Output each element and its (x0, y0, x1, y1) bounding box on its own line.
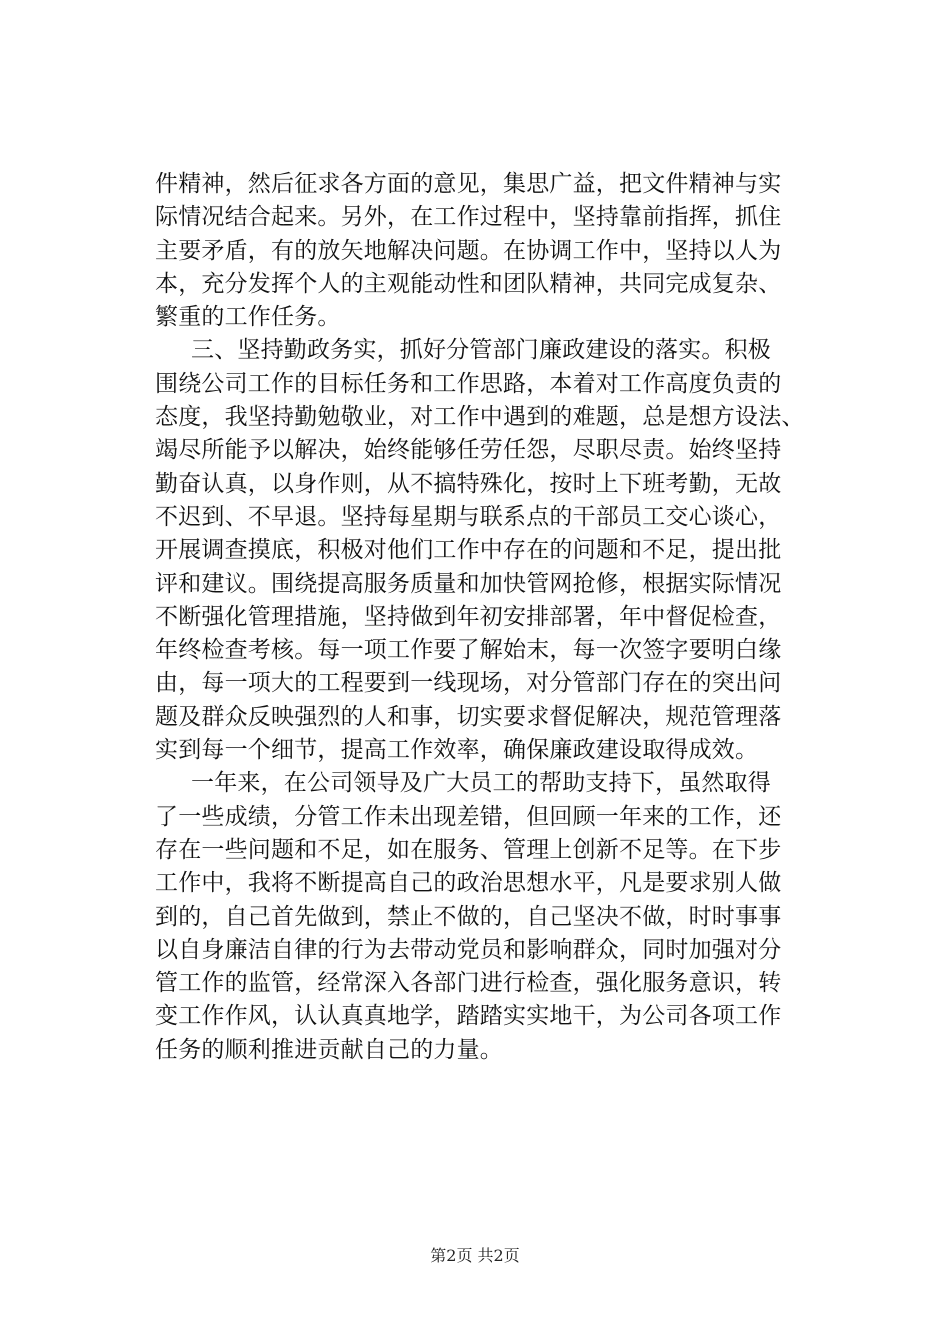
text-line: 繁重的工作任务。 (155, 304, 341, 331)
text-line: 任务的顺利推进贡献自己的力量。 (155, 1036, 503, 1063)
text-line: 了一些成绩，分管工作未出现差错，但回顾一年来的工作，还 (155, 803, 782, 830)
text-line: 主要矛盾，有的放矢地解决问题。在协调工作中，坚持以人为 (155, 237, 782, 264)
text-line: 竭尽所能予以解决，始终能够任劳任怨，尽职尽责。始终坚持 (155, 437, 782, 464)
text-line: 工作中，我将不断提高自己的政治思想水平，凡是要求别人做 (155, 870, 782, 897)
text-line: 实到每一个细节，提高工作效率，确保廉政建设取得成效。 (155, 737, 759, 764)
text-line: 本，充分发挥个人的主观能动性和团队精神，共同完成复杂、 (155, 270, 782, 297)
text-line: 由，每一项大的工程要到一线现场，对分管部门存在的突出问 (155, 670, 782, 697)
text-line: 存在一些问题和不足，如在服务、管理上创新不足等。在下步 (155, 836, 782, 863)
text-line: 际情况结合起来。另外，在工作过程中，坚持靠前指挥，抓住 (155, 204, 782, 231)
text-line: 以自身廉洁自律的行为去带动党员和影响群众，同时加强对分 (155, 936, 782, 963)
document-body (155, 168, 805, 1067)
paragraph-start-line: 一年来，在公司领导及广大员工的帮助支持下，虽然取得 (191, 770, 771, 797)
text-line: 年终检查考核。每一项工作要了解始末，每一次签字要明白缘 (155, 637, 782, 664)
text-line: 到的，自己首先做到，禁止不做的，自己坚决不做，时时事事 (155, 903, 782, 930)
text-line: 不断强化管理措施，坚持做到年初安排部署，年中督促检查， (155, 603, 782, 630)
text-line: 题及群众反映强烈的人和事，切实要求督促解决，规范管理落 (155, 703, 782, 730)
page-number-footer: 第2页 共2页 (430, 1246, 520, 1265)
text-line: 评和建议。围绕提高服务质量和加快管网抢修，根据实际情况 (155, 570, 782, 597)
text-line: 件精神，然后征求各方面的意见，集思广益，把文件精神与实 (155, 171, 782, 197)
paragraph-start-line: 三、坚持勤政务实，抓好分管部门廉政建设的落实。积极 (191, 337, 771, 364)
text-line: 勤奋认真，以身作则，从不搞特殊化，按时上下班考勤，无故 (155, 470, 782, 497)
text-line: 围绕公司工作的目标任务和工作思路，本着对工作高度负责的 (155, 370, 782, 397)
text-line: 态度，我坚持勤勉敬业，对工作中遇到的难题，总是想方设法、 (155, 404, 805, 431)
text-line: 变工作作风，认认真真地学，踏踏实实地干，为公司各项工作 (155, 1003, 782, 1030)
text-line: 开展调查摸底，积极对他们工作中存在的问题和不足，提出批 (155, 537, 782, 564)
text-line: 不迟到、不早退。坚持每星期与联系点的干部员工交心谈心， (155, 503, 782, 530)
text-line: 管工作的监管，经常深入各部门进行检查，强化服务意识，转 (155, 970, 782, 997)
